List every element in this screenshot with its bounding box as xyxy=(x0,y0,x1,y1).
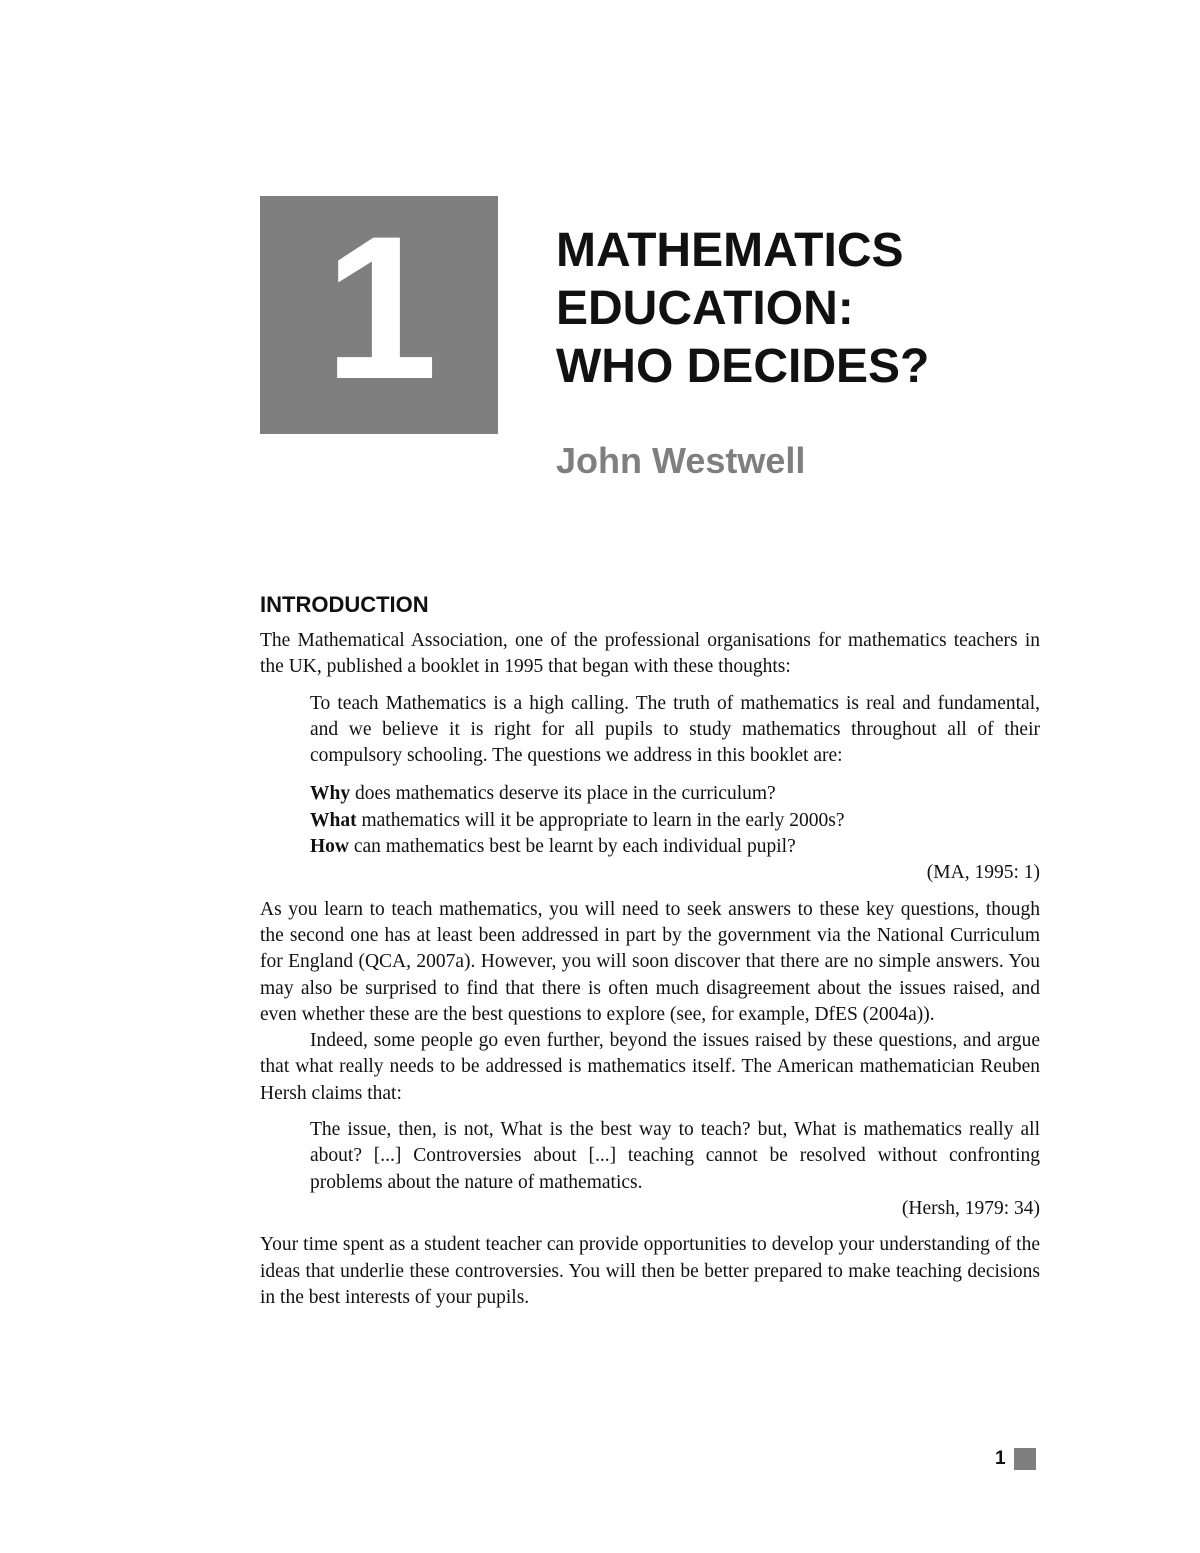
paragraph-4: Your time spent as a student teacher can provide opportunities to develop your understanding of the ideas that underlie these controversies. You will then be better prepared to make teaching decisions in the best interests of your pupils. xyxy=(260,1234,1040,1308)
question-text: does mathematics deserve its place in the curriculum? xyxy=(350,783,776,805)
block-quote-2 xyxy=(310,1117,1040,1222)
block-quote-1-text: To teach Mathematics is a high calling. The truth of mathematics is real and fundamental, and we believe it is right for all pupils to study mathematics throughout all of their compulsory schooling. The questions we address in this booklet are: xyxy=(310,692,1040,767)
block-quote-1-citation: (MA, 1995: 1) xyxy=(926,862,1040,884)
footer-square-icon xyxy=(1014,1448,1036,1470)
question-list xyxy=(310,781,1040,860)
page-number: 1 xyxy=(995,1448,1006,1469)
paragraph-1: The Mathematical Association, one of the professional organisations for mathematics teachers in the UK, published a booklet in 1995 that began with these thoughts: xyxy=(260,630,1040,678)
chapter-number: 1 xyxy=(324,194,434,422)
question-item xyxy=(310,781,1040,807)
paragraph-2: As you learn to teach mathematics, you will need to seek answers to these key questions, though the second one has at least been addressed in part by the government via the National Curriculum for England (QCA, 2007a). However, you will soon discover that there are no simple answers. You may also be surprised to find that there is often much disagreement about the issues raised, and even whether these are the best questions to explore (see, for example, DfES (2004a)). xyxy=(260,898,1040,1025)
question-text: can mathematics best be learnt by each individual pupil? xyxy=(349,836,796,858)
question-lead: What xyxy=(310,809,357,831)
chapter-title-line-3: WHO DECIDES? xyxy=(556,340,930,393)
question-text: mathematics will it be appropriate to learn in the early 2000s? xyxy=(356,809,845,831)
chapter-number-box xyxy=(260,196,498,434)
page-footer xyxy=(995,1448,1036,1470)
question-item xyxy=(310,808,1040,834)
section-heading: INTRODUCTION xyxy=(260,592,429,617)
chapter-author: John Westwell xyxy=(556,440,806,481)
paragraph-3: Indeed, some people go even further, beyond the issues raised by these questions, and argue that what really needs to be addressed is mathematics itself. The American mathematician Reuben Hersh claims that: xyxy=(260,1030,1040,1104)
block-quote-2-text: The issue, then, is not, What is the best way to teach? but, What is mathematics really all about? [...] Controversies about [...] teaching cannot be resolved without confronting problems about the nature of mathematics. xyxy=(310,1119,1040,1193)
question-item xyxy=(310,834,1040,860)
question-lead: How xyxy=(310,836,349,858)
block-quote-1 xyxy=(310,691,1040,887)
chapter-title xyxy=(556,222,929,396)
question-lead: Why xyxy=(310,783,351,805)
chapter-title-line-2: EDUCATION: xyxy=(556,282,854,335)
block-quote-2-citation: (Hersh, 1979: 34) xyxy=(901,1197,1040,1219)
chapter-title-line-1: MATHEMATICS xyxy=(556,224,904,277)
chapter-body xyxy=(260,590,1040,1311)
